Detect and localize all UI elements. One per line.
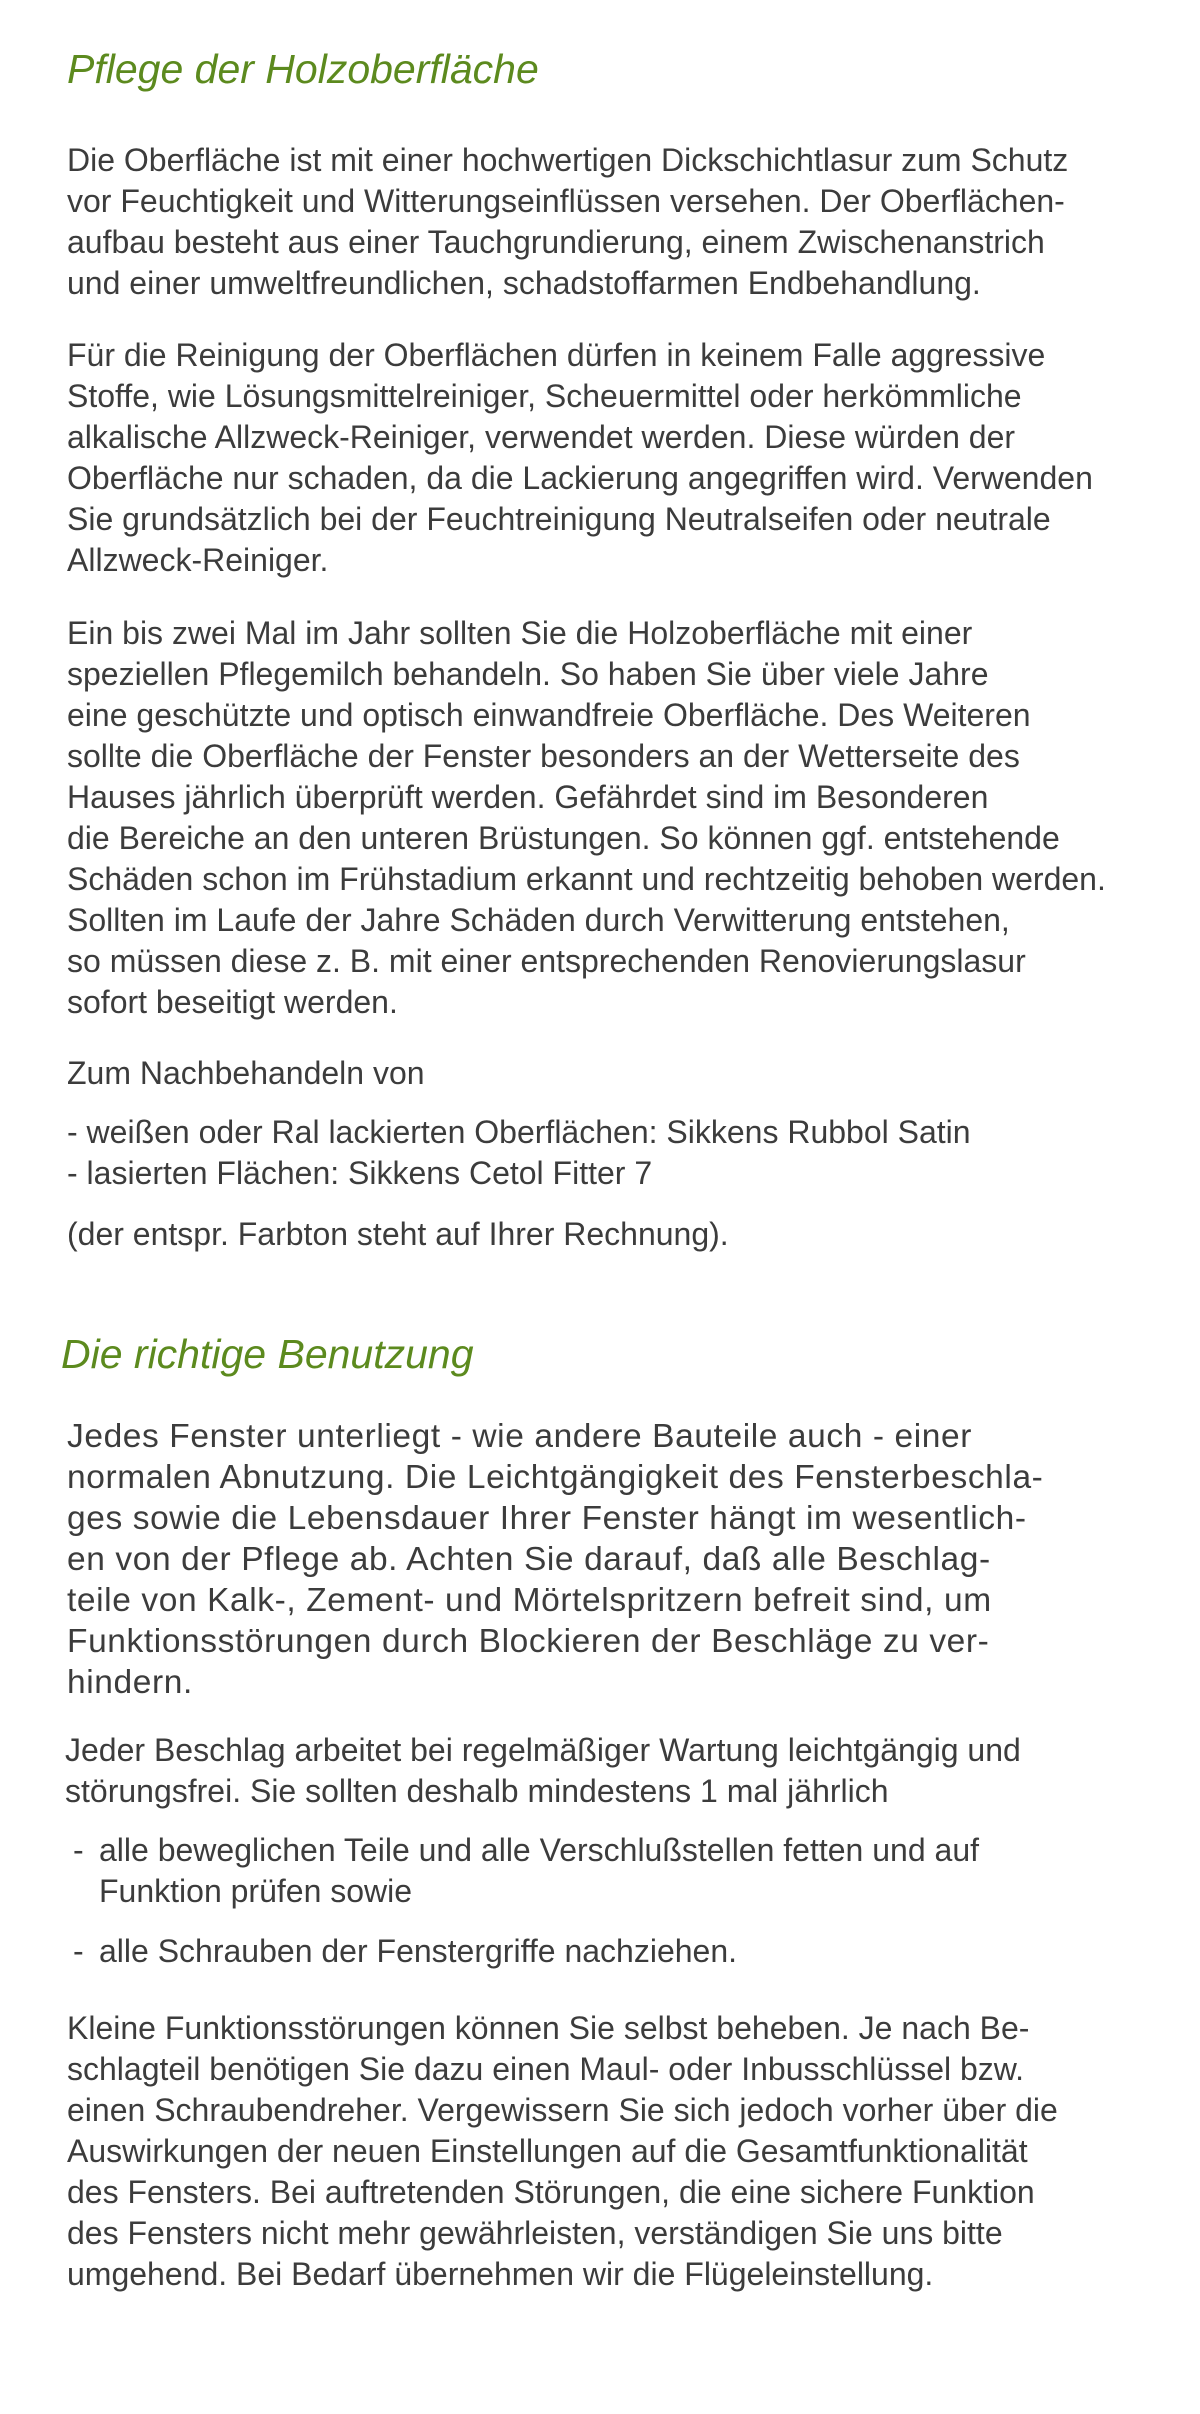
list-item (73, 1830, 1163, 1912)
paragraph-surface-description: Die Oberfläche ist mit einer hochwertigen Dickschichtlasur zum Schutz vor Feuchtigkeit und Witterungseinflüssen versehen. Der Oberflächen- aufbau besteht aus einer Tauchgrundierung, einem Zwischenanstrich und einer umweltfreundlichen, schadstoffarmen Endbehandlung. (67, 142, 1069, 301)
list-item-text: alle Schrauben der Fenstergriffe nachziehen. (99, 1933, 738, 1969)
bullet-dash: - (73, 1933, 84, 1969)
bullet-dash: - (73, 1832, 84, 1868)
paragraph-cleaning-instructions: Für die Reinigung der Oberflächen dürfen in keinem Falle aggressive Stoffe, wie Lösungsmittelreiniger, Scheuermittel oder herkömmliche alkalische Allzweck-Reiniger, verwendet werden. Diese würden der Oberfläche nur schaden, da die Lackierung angegriffen wird. Verwenden Sie grundsätzlich bei der Feuchtreinigung Neutralseifen oder neutrale Allzweck-Reiniger. (67, 337, 1093, 578)
section-heading-wood-care: Pflege der Holzoberfläche (67, 46, 539, 92)
list-item (73, 1931, 1163, 1972)
paragraph-aftercare-intro: Zum Nachbehandeln von (67, 1055, 425, 1091)
paragraph-maintenance-intro: Jeder Beschlag arbeitet bei regelmäßiger Wartung leichtgängig und störungsfrei. Sie sollten deshalb mindestens 1 mal jährlich (65, 1732, 1021, 1809)
paragraph-aftercare-products: - weißen oder Ral lackierten Oberflächen: Sikkens Rubbol Satin - lasierten Flächen: Sikkens Cetol Fitter 7 (67, 1114, 971, 1191)
paragraph-yearly-care: Ein bis zwei Mal im Jahr sollten Sie die Holzoberfläche mit einer speziellen Pflegemilch behandeln. So haben Sie über viele Jahre eine geschützte und optisch einwandfreie Oberfläche. Des Weiteren sollte die Oberfläche der Fenster besonders an der Wetterseite des Hauses jährlich überprüft werden. Gefährdet sind im Besonderen die Bereiche an den unteren Brüstungen. So können ggf. entstehende Schäden schon im Frühstadium erkannt und rechtzeitig behoben werden. Sollten im Laufe der Jahre Schäden durch Verwitterung entstehen, so müssen diese z. B. mit einer entsprechenden Renovierungslasur sofort beseitigt werden. (67, 615, 1106, 1020)
paragraph-color-note: (der entspr. Farbton steht auf Ihrer Rechnung). (67, 1216, 729, 1252)
paragraph-wear-description: Jedes Fenster unterliegt - wie andere Bauteile auch - einer normalen Abnutzung. Die Leichtgängigkeit des Fensterbeschla- ges sowie die Lebensdauer Ihrer Fenster hängt im wesentlich- en von der Pflege ab. Achten Sie darauf, daß alle Beschlag- teile von Kalk-, Zement- und Mörtelspritzern befreit sind, um Funktionsstörungen durch Blockieren der Beschläge zu ver- hindern. (67, 1418, 1044, 1701)
paragraph-troubleshooting: Kleine Funktionsstörungen können Sie selbst beheben. Je nach Be- schlagteil benötigen Sie dazu einen Maul- oder Inbusschlüssel bzw. einen Schraubendreher. Vergewissern Sie sich jedoch vorher über die Auswirkungen der neuen Einstellungen auf die Gesamtfunktionalität des Fensters. Bei auftretenden Störungen, die eine sichere Funktion des Fensters nicht mehr gewährleisten, verständigen Sie uns bitte umgehend. Bei Bedarf übernehmen wir die Flügeleinstellung. (67, 2010, 1058, 2292)
list-item-text: alle beweglichen Teile und alle Verschlußstellen fetten und auf Funktion prüfen sowie (99, 1832, 979, 1909)
section-heading-correct-usage: Die richtige Benutzung (61, 1331, 474, 1377)
